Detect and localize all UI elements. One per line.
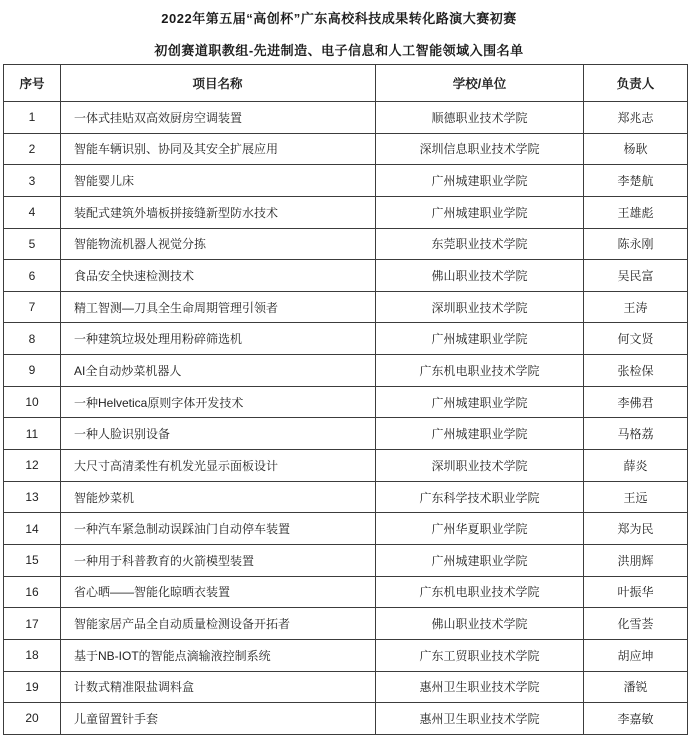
cell-no: 8 — [4, 323, 61, 355]
cell-project: 基于NB-IOT的智能点滴输液控制系统 — [61, 639, 376, 671]
table-row — [4, 418, 688, 450]
cell-project: 一种汽车紧急制动误踩油门自动停车装置 — [61, 513, 376, 545]
page-title: 2022年第五届“高创杯”广东高校科技成果转化路演大赛初赛 — [161, 11, 517, 26]
table-row — [4, 196, 688, 228]
table-row — [4, 671, 688, 703]
cell-leader: 化雪荟 — [584, 608, 688, 640]
cell-leader: 李嘉敏 — [584, 703, 688, 735]
table-row — [4, 355, 688, 387]
cell-leader: 郑为民 — [584, 513, 688, 545]
cell-leader: 李楚航 — [584, 165, 688, 197]
page-subtitle: 初创赛道职教组-先进制造、电子信息和人工智能领域入围名单 — [154, 43, 524, 58]
cell-no: 18 — [4, 639, 61, 671]
cell-leader: 郑兆志 — [584, 102, 688, 134]
table-row — [4, 165, 688, 197]
cell-school: 广东科学技术职业学院 — [376, 481, 584, 513]
cell-no: 14 — [4, 513, 61, 545]
cell-no: 12 — [4, 450, 61, 482]
table-row — [4, 323, 688, 355]
header-project: 项目名称 — [61, 65, 376, 102]
cell-no: 9 — [4, 355, 61, 387]
cell-no: 5 — [4, 228, 61, 260]
cell-no: 16 — [4, 576, 61, 608]
table-row — [4, 544, 688, 576]
cell-leader: 马格荔 — [584, 418, 688, 450]
cell-school: 广州城建职业学院 — [376, 196, 584, 228]
cell-leader: 陈永刚 — [584, 228, 688, 260]
table-row — [4, 260, 688, 292]
shortlist-table — [3, 64, 688, 735]
cell-project: 一种Helvetica原则字体开发技术 — [61, 386, 376, 418]
cell-school: 深圳信息职业技术学院 — [376, 133, 584, 165]
cell-leader: 何文贤 — [584, 323, 688, 355]
header-school: 学校/单位 — [376, 65, 584, 102]
cell-no: 4 — [4, 196, 61, 228]
cell-school: 广州华夏职业学院 — [376, 513, 584, 545]
table-row — [4, 228, 688, 260]
table-row — [4, 703, 688, 735]
cell-project: 一种建筑垃圾处理用粉碎筛选机 — [61, 323, 376, 355]
cell-no: 20 — [4, 703, 61, 735]
cell-project: 精工智测—刀具全生命周期管理引领者 — [61, 291, 376, 323]
cell-school: 深圳职业技术学院 — [376, 291, 584, 323]
cell-project: 食品安全快速检测技术 — [61, 260, 376, 292]
cell-leader: 叶振华 — [584, 576, 688, 608]
cell-school: 广州城建职业学院 — [376, 386, 584, 418]
cell-no: 17 — [4, 608, 61, 640]
cell-school: 佛山职业技术学院 — [376, 260, 584, 292]
cell-no: 3 — [4, 165, 61, 197]
table-row — [4, 102, 688, 134]
cell-project: 一种用于科普教育的火箭模型装置 — [61, 544, 376, 576]
cell-leader: 薛炎 — [584, 450, 688, 482]
header-leader: 负责人 — [584, 65, 688, 102]
table-row — [4, 450, 688, 482]
cell-project: 儿童留置针手套 — [61, 703, 376, 735]
cell-project: 智能炒菜机 — [61, 481, 376, 513]
cell-no: 19 — [4, 671, 61, 703]
cell-school: 顺德职业技术学院 — [376, 102, 584, 134]
cell-no: 6 — [4, 260, 61, 292]
cell-leader: 潘锐 — [584, 671, 688, 703]
cell-school: 广州城建职业学院 — [376, 544, 584, 576]
table-row — [4, 513, 688, 545]
cell-school: 广州城建职业学院 — [376, 165, 584, 197]
cell-school: 广东工贸职业技术学院 — [376, 639, 584, 671]
header-no: 序号 — [4, 65, 61, 102]
cell-leader: 李佛君 — [584, 386, 688, 418]
cell-no: 13 — [4, 481, 61, 513]
header-row — [4, 65, 688, 102]
cell-project: AI全自动炒菜机器人 — [61, 355, 376, 387]
cell-project: 一种人脸识别设备 — [61, 418, 376, 450]
cell-school: 佛山职业技术学院 — [376, 608, 584, 640]
cell-project: 计数式精准限盐调料盒 — [61, 671, 376, 703]
table-row — [4, 576, 688, 608]
cell-no: 10 — [4, 386, 61, 418]
table-row — [4, 608, 688, 640]
cell-no: 7 — [4, 291, 61, 323]
cell-leader: 杨耿 — [584, 133, 688, 165]
cell-project: 一体式挂贴双高效厨房空调装置 — [61, 102, 376, 134]
cell-leader: 王雄彪 — [584, 196, 688, 228]
cell-school: 惠州卫生职业技术学院 — [376, 703, 584, 735]
table-row — [4, 133, 688, 165]
cell-project: 装配式建筑外墙板拼接缝新型防水技术 — [61, 196, 376, 228]
cell-leader: 张检保 — [584, 355, 688, 387]
cell-project: 大尺寸高清柔性有机发光显示面板设计 — [61, 450, 376, 482]
table-row — [4, 291, 688, 323]
cell-no: 1 — [4, 102, 61, 134]
cell-project: 智能家居产品全自动质量检测设备开拓者 — [61, 608, 376, 640]
table-row — [4, 386, 688, 418]
cell-school: 惠州卫生职业技术学院 — [376, 671, 584, 703]
cell-project: 智能婴儿床 — [61, 165, 376, 197]
cell-leader: 洪朋辉 — [584, 544, 688, 576]
table-row — [4, 639, 688, 671]
cell-no: 2 — [4, 133, 61, 165]
cell-project: 智能车辆识别、协同及其安全扩展应用 — [61, 133, 376, 165]
cell-no: 15 — [4, 544, 61, 576]
cell-school: 深圳职业技术学院 — [376, 450, 584, 482]
cell-project: 智能物流机器人视觉分拣 — [61, 228, 376, 260]
cell-leader: 王涛 — [584, 291, 688, 323]
cell-school: 广东机电职业技术学院 — [376, 355, 584, 387]
cell-leader: 王远 — [584, 481, 688, 513]
table-body — [4, 102, 688, 735]
cell-project: 省心晒——智能化晾晒衣装置 — [61, 576, 376, 608]
cell-leader: 吴民富 — [584, 260, 688, 292]
table-header — [4, 65, 688, 102]
table-row — [4, 481, 688, 513]
cell-no: 11 — [4, 418, 61, 450]
cell-leader: 胡应坤 — [584, 639, 688, 671]
cell-school: 东莞职业技术学院 — [376, 228, 584, 260]
cell-school: 广州城建职业学院 — [376, 418, 584, 450]
cell-school: 广州城建职业学院 — [376, 323, 584, 355]
cell-school: 广东机电职业技术学院 — [376, 576, 584, 608]
